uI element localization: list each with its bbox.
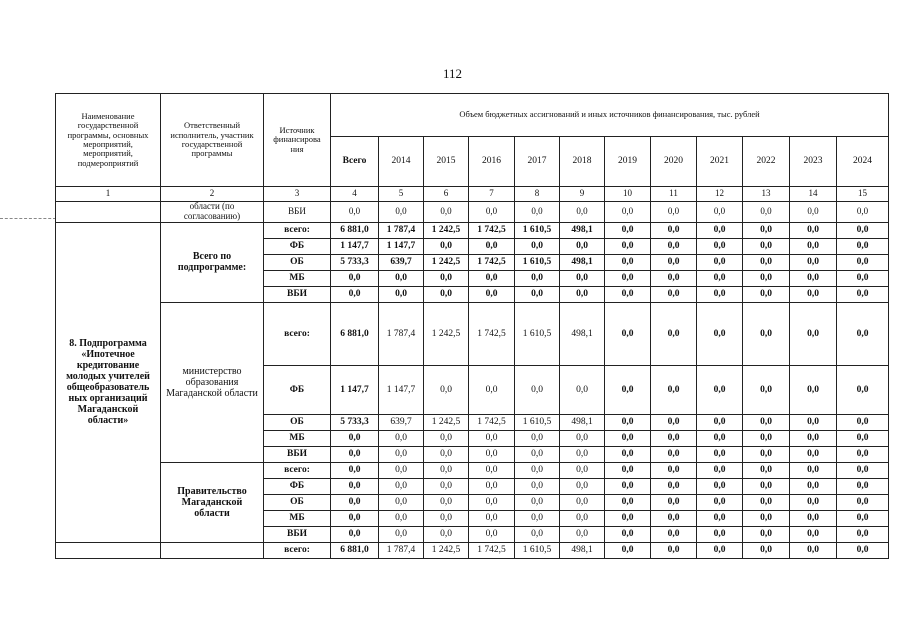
funding-source-cell: ФБ: [264, 478, 331, 494]
value-cell: 0,0: [605, 254, 651, 270]
value-cell: 0,0: [424, 526, 469, 542]
value-cell: 0,0: [560, 365, 605, 414]
value-cell: 0,0: [605, 238, 651, 254]
value-cell: 1 610,5: [515, 302, 560, 365]
funding-source-cell: всего:: [264, 542, 331, 558]
value-cell: 0,0: [837, 302, 889, 365]
value-cell: 1 147,7: [331, 365, 379, 414]
value-cell: 498,1: [560, 254, 605, 270]
value-cell: 1 147,7: [331, 238, 379, 254]
value-cell: 0,0: [469, 202, 515, 223]
value-cell: 0,0: [837, 430, 889, 446]
funding-source-cell: МБ: [264, 510, 331, 526]
value-cell: 0,0: [697, 286, 743, 302]
value-cell: 1 147,7: [379, 238, 424, 254]
column-number-cell: 9: [560, 187, 605, 202]
column-number-cell: 15: [837, 187, 889, 202]
value-cell: 0,0: [379, 478, 424, 494]
value-cell: 0,0: [424, 462, 469, 478]
value-cell: 0,0: [331, 202, 379, 223]
value-cell: 1 242,5: [424, 222, 469, 238]
value-cell: 0,0: [837, 222, 889, 238]
value-cell: 0,0: [605, 222, 651, 238]
value-cell: 0,0: [424, 494, 469, 510]
value-cell: 0,0: [651, 286, 697, 302]
value-cell: 0,0: [515, 430, 560, 446]
value-cell: 0,0: [651, 494, 697, 510]
value-cell: 0,0: [331, 446, 379, 462]
value-cell: 639,7: [379, 414, 424, 430]
value-cell: 0,0: [605, 526, 651, 542]
value-cell: 0,0: [837, 238, 889, 254]
year-header-cell: 2014: [379, 137, 424, 187]
year-header-cell: 2015: [424, 137, 469, 187]
value-cell: 0,0: [651, 542, 697, 558]
value-cell: 0,0: [790, 510, 837, 526]
value-cell: 0,0: [697, 365, 743, 414]
value-cell: 0,0: [424, 365, 469, 414]
value-cell: 0,0: [837, 526, 889, 542]
table-row: [56, 222, 889, 238]
value-cell: 0,0: [790, 526, 837, 542]
value-cell: 0,0: [837, 286, 889, 302]
value-cell: 0,0: [651, 270, 697, 286]
value-cell: 0,0: [743, 478, 790, 494]
value-cell: 0,0: [743, 238, 790, 254]
value-cell: 0,0: [837, 462, 889, 478]
table-row: [56, 302, 889, 365]
value-cell: 0,0: [697, 202, 743, 223]
year-header-cell: 2016: [469, 137, 515, 187]
value-cell: 0,0: [697, 542, 743, 558]
value-cell: 0,0: [379, 510, 424, 526]
column-number-cell: 6: [424, 187, 469, 202]
value-cell: 0,0: [605, 202, 651, 223]
budget-table: [55, 93, 889, 559]
funding-source-cell: ОБ: [264, 414, 331, 430]
year-header-cell: 2022: [743, 137, 790, 187]
value-cell: 0,0: [651, 446, 697, 462]
value-cell: 0,0: [560, 462, 605, 478]
value-cell: 0,0: [743, 542, 790, 558]
value-cell: 0,0: [379, 286, 424, 302]
value-cell: 0,0: [743, 494, 790, 510]
column-number-cell: 14: [790, 187, 837, 202]
value-cell: 0,0: [651, 254, 697, 270]
value-cell: 0,0: [515, 526, 560, 542]
value-cell: 0,0: [651, 238, 697, 254]
responsible-cell: министерство образования Магаданской области: [161, 302, 264, 462]
value-cell: 0,0: [469, 462, 515, 478]
year-header-cell: 2021: [697, 137, 743, 187]
cont-source: ВБИ: [264, 202, 331, 223]
value-cell: 0,0: [697, 254, 743, 270]
value-cell: 1 787,4: [379, 542, 424, 558]
value-cell: 0,0: [605, 270, 651, 286]
value-cell: 0,0: [605, 414, 651, 430]
year-header-cell: 2018: [560, 137, 605, 187]
column-number-cell: 12: [697, 187, 743, 202]
value-cell: 0,0: [790, 365, 837, 414]
funding-source-cell: ФБ: [264, 365, 331, 414]
value-cell: 0,0: [469, 430, 515, 446]
value-cell: 6 881,0: [331, 542, 379, 558]
cont-responsible: области (по согласованию): [161, 202, 264, 223]
value-cell: 0,0: [515, 446, 560, 462]
column-number-cell: 1: [56, 187, 161, 202]
value-cell: 0,0: [790, 414, 837, 430]
funding-source-cell: всего:: [264, 222, 331, 238]
year-header-cell: 2023: [790, 137, 837, 187]
column-number-cell: 11: [651, 187, 697, 202]
column-number-cell: 3: [264, 187, 331, 202]
value-cell: 0,0: [651, 526, 697, 542]
value-cell: 0,0: [379, 526, 424, 542]
value-cell: 0,0: [515, 494, 560, 510]
value-cell: 1 610,5: [515, 414, 560, 430]
value-cell: 0,0: [743, 414, 790, 430]
value-cell: 0,0: [469, 526, 515, 542]
value-cell: 0,0: [379, 462, 424, 478]
value-cell: 0,0: [790, 202, 837, 223]
value-cell: 0,0: [560, 494, 605, 510]
value-cell: 0,0: [651, 430, 697, 446]
value-cell: 0,0: [469, 494, 515, 510]
value-cell: 0,0: [469, 365, 515, 414]
value-cell: 0,0: [331, 430, 379, 446]
value-cell: 0,0: [697, 302, 743, 365]
value-cell: 0,0: [743, 302, 790, 365]
value-cell: 0,0: [424, 202, 469, 223]
value-cell: 1 742,5: [469, 414, 515, 430]
responsible-cell: Правительство Магаданской области: [161, 462, 264, 542]
value-cell: 0,0: [790, 542, 837, 558]
value-cell: 0,0: [331, 478, 379, 494]
value-cell: 0,0: [697, 414, 743, 430]
value-cell: 0,0: [605, 286, 651, 302]
value-cell: 0,0: [837, 494, 889, 510]
value-cell: 0,0: [790, 222, 837, 238]
value-cell: 0,0: [743, 365, 790, 414]
program-name-cell: 8. Подпрограмма «Ипотечное кредитование молодых учителей общеобразователь ных организаций Магаданской области»: [56, 222, 161, 542]
value-cell: 0,0: [331, 286, 379, 302]
value-cell: 0,0: [837, 270, 889, 286]
value-cell: 0,0: [560, 430, 605, 446]
value-cell: 0,0: [560, 446, 605, 462]
value-cell: 0,0: [743, 270, 790, 286]
value-cell: 0,0: [697, 478, 743, 494]
value-cell: 0,0: [469, 478, 515, 494]
value-cell: 1 742,5: [469, 222, 515, 238]
column-number-cell: 8: [515, 187, 560, 202]
value-cell: 498,1: [560, 302, 605, 365]
funding-source-cell: всего:: [264, 302, 331, 365]
value-cell: 0,0: [743, 446, 790, 462]
funding-source-cell: всего:: [264, 462, 331, 478]
value-cell: 0,0: [424, 510, 469, 526]
value-cell: 0,0: [651, 414, 697, 430]
value-cell: 0,0: [379, 430, 424, 446]
value-cell: 0,0: [560, 526, 605, 542]
column-number-cell: 4: [331, 187, 379, 202]
value-cell: 0,0: [743, 254, 790, 270]
value-cell: 0,0: [790, 286, 837, 302]
value-cell: 0,0: [379, 494, 424, 510]
value-cell: 0,0: [837, 446, 889, 462]
value-cell: 0,0: [743, 462, 790, 478]
scan-artifact-line: [0, 218, 56, 219]
value-cell: 0,0: [697, 446, 743, 462]
value-cell: 0,0: [515, 202, 560, 223]
value-cell: 1 242,5: [424, 302, 469, 365]
value-cell: 0,0: [424, 270, 469, 286]
value-cell: 0,0: [697, 222, 743, 238]
value-cell: 639,7: [379, 254, 424, 270]
table-row: [56, 462, 889, 478]
value-cell: 0,0: [697, 526, 743, 542]
value-cell: 0,0: [790, 462, 837, 478]
value-cell: 1 742,5: [469, 542, 515, 558]
empty-cell: [56, 542, 161, 558]
year-header-cell: Всего: [331, 137, 379, 187]
value-cell: 0,0: [469, 270, 515, 286]
value-cell: 1 242,5: [424, 414, 469, 430]
value-cell: 0,0: [605, 542, 651, 558]
value-cell: 0,0: [697, 510, 743, 526]
cont-program-cell: [56, 202, 161, 223]
value-cell: 0,0: [560, 286, 605, 302]
value-cell: 0,0: [331, 526, 379, 542]
empty-cell: [161, 542, 264, 558]
value-cell: 0,0: [605, 510, 651, 526]
value-cell: 1 610,5: [515, 254, 560, 270]
value-cell: 0,0: [424, 478, 469, 494]
value-cell: 0,0: [331, 494, 379, 510]
value-cell: 0,0: [837, 478, 889, 494]
year-header-cell: 2017: [515, 137, 560, 187]
value-cell: 0,0: [605, 430, 651, 446]
value-cell: 1 610,5: [515, 222, 560, 238]
value-cell: 0,0: [560, 510, 605, 526]
page-number: 112: [442, 66, 463, 81]
year-header-cell: 2019: [605, 137, 651, 187]
value-cell: 498,1: [560, 542, 605, 558]
value-cell: 0,0: [469, 238, 515, 254]
value-cell: 0,0: [651, 202, 697, 223]
value-cell: 6 881,0: [331, 302, 379, 365]
value-cell: 0,0: [790, 254, 837, 270]
value-cell: 1 742,5: [469, 254, 515, 270]
value-cell: 0,0: [469, 510, 515, 526]
value-cell: 0,0: [560, 238, 605, 254]
funding-source-cell: ФБ: [264, 238, 331, 254]
table-row: [56, 542, 889, 558]
value-cell: 1 787,4: [379, 302, 424, 365]
value-cell: 0,0: [651, 222, 697, 238]
value-cell: 0,0: [743, 286, 790, 302]
value-cell: 0,0: [605, 478, 651, 494]
value-cell: 0,0: [424, 286, 469, 302]
value-cell: 0,0: [790, 446, 837, 462]
value-cell: 0,0: [743, 526, 790, 542]
value-cell: 0,0: [605, 494, 651, 510]
value-cell: 1 610,5: [515, 542, 560, 558]
funding-source-cell: ОБ: [264, 494, 331, 510]
value-cell: 0,0: [697, 494, 743, 510]
value-cell: 0,0: [743, 202, 790, 223]
value-cell: 0,0: [605, 462, 651, 478]
value-cell: 0,0: [837, 202, 889, 223]
value-cell: 0,0: [651, 510, 697, 526]
column-number-cell: 7: [469, 187, 515, 202]
value-cell: 0,0: [651, 302, 697, 365]
value-cell: 0,0: [790, 302, 837, 365]
value-cell: 0,0: [605, 302, 651, 365]
value-cell: 0,0: [515, 270, 560, 286]
value-cell: 0,0: [424, 430, 469, 446]
header-budget-volume: Объем бюджетных ассигнований и иных источников финансирования, тыс. рублей: [331, 94, 889, 137]
value-cell: 0,0: [790, 238, 837, 254]
value-cell: 0,0: [331, 510, 379, 526]
value-cell: 0,0: [560, 202, 605, 223]
column-number-cell: 13: [743, 187, 790, 202]
value-cell: 0,0: [790, 478, 837, 494]
value-cell: 5 733,3: [331, 254, 379, 270]
value-cell: 0,0: [515, 238, 560, 254]
value-cell: 498,1: [560, 222, 605, 238]
value-cell: 1 242,5: [424, 542, 469, 558]
column-number-cell: 10: [605, 187, 651, 202]
responsible-cell: Всего по подпрограмме:: [161, 222, 264, 302]
value-cell: 0,0: [379, 202, 424, 223]
column-number-cell: 5: [379, 187, 424, 202]
value-cell: 0,0: [605, 365, 651, 414]
funding-source-cell: ВБИ: [264, 446, 331, 462]
value-cell: 0,0: [790, 494, 837, 510]
value-cell: 0,0: [697, 430, 743, 446]
funding-source-cell: ВБИ: [264, 526, 331, 542]
value-cell: 0,0: [379, 270, 424, 286]
value-cell: 0,0: [790, 270, 837, 286]
value-cell: 0,0: [837, 365, 889, 414]
value-cell: 0,0: [424, 446, 469, 462]
value-cell: 498,1: [560, 414, 605, 430]
value-cell: 0,0: [469, 286, 515, 302]
value-cell: 0,0: [469, 446, 515, 462]
year-header-cell: 2024: [837, 137, 889, 187]
value-cell: 0,0: [605, 446, 651, 462]
value-cell: 0,0: [515, 365, 560, 414]
value-cell: 0,0: [331, 462, 379, 478]
header-responsible: Ответственный исполнитель, участник государственной программы: [161, 94, 264, 187]
value-cell: 6 881,0: [331, 222, 379, 238]
value-cell: 0,0: [837, 414, 889, 430]
funding-source-cell: МБ: [264, 270, 331, 286]
value-cell: 0,0: [651, 462, 697, 478]
year-header-cell: 2020: [651, 137, 697, 187]
value-cell: 0,0: [560, 270, 605, 286]
value-cell: 1 787,4: [379, 222, 424, 238]
value-cell: 0,0: [743, 430, 790, 446]
funding-source-cell: ВБИ: [264, 286, 331, 302]
value-cell: 1 742,5: [469, 302, 515, 365]
value-cell: 0,0: [424, 238, 469, 254]
funding-source-cell: МБ: [264, 430, 331, 446]
value-cell: 0,0: [837, 254, 889, 270]
value-cell: 0,0: [515, 478, 560, 494]
value-cell: 0,0: [697, 462, 743, 478]
value-cell: 0,0: [515, 462, 560, 478]
value-cell: 1 242,5: [424, 254, 469, 270]
funding-source-cell: ОБ: [264, 254, 331, 270]
value-cell: 0,0: [651, 365, 697, 414]
value-cell: 0,0: [515, 510, 560, 526]
value-cell: 0,0: [651, 478, 697, 494]
column-number-cell: 2: [161, 187, 264, 202]
value-cell: 1 147,7: [379, 365, 424, 414]
value-cell: 0,0: [379, 446, 424, 462]
value-cell: 0,0: [560, 478, 605, 494]
value-cell: 0,0: [790, 430, 837, 446]
value-cell: 0,0: [837, 542, 889, 558]
value-cell: 0,0: [697, 270, 743, 286]
value-cell: 0,0: [331, 270, 379, 286]
value-cell: 0,0: [697, 238, 743, 254]
header-funding-source: Источник финансирова ния: [264, 94, 331, 187]
value-cell: 5 733,3: [331, 414, 379, 430]
budget-table-sheet: [55, 93, 888, 559]
value-cell: 0,0: [743, 222, 790, 238]
header-program-name: Наименование государственной программы, основных мероприятий, мероприятий, подмероприятий: [56, 94, 161, 187]
value-cell: 0,0: [837, 510, 889, 526]
value-cell: 0,0: [515, 286, 560, 302]
value-cell: 0,0: [743, 510, 790, 526]
